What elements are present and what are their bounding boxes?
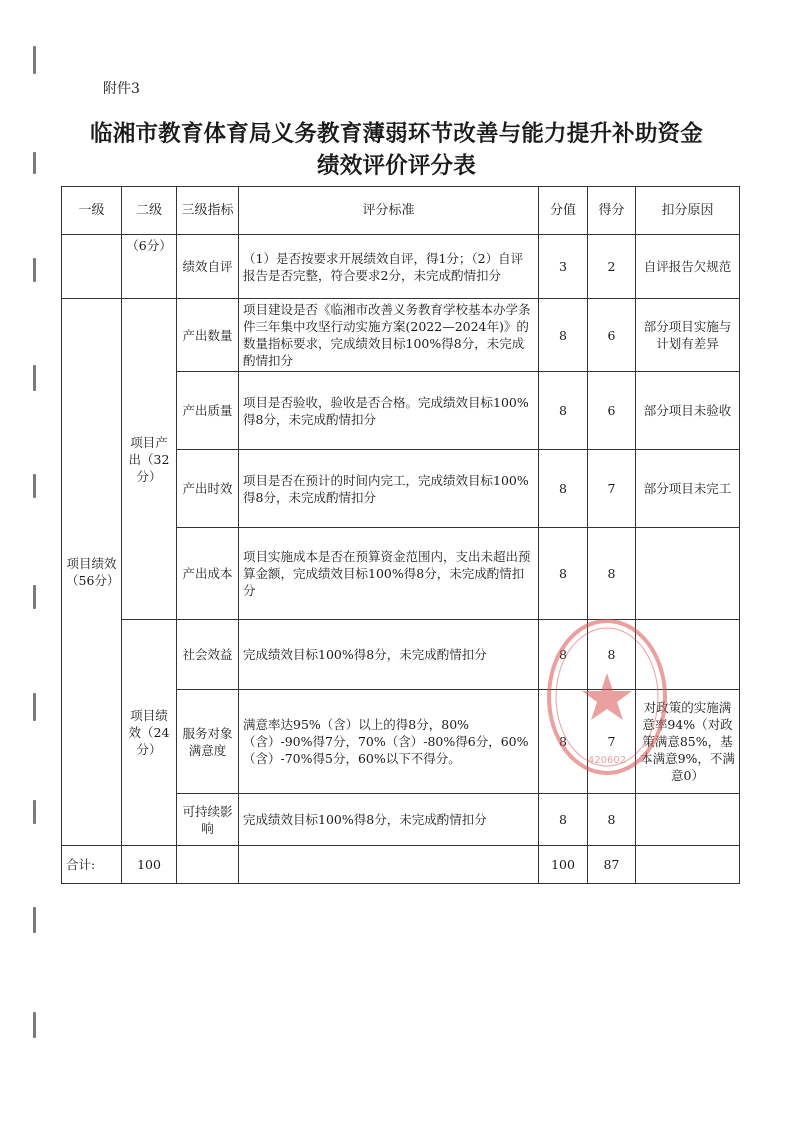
binder-mark <box>33 474 36 498</box>
table-header-row <box>62 187 740 235</box>
total-label: 合计: <box>62 846 122 884</box>
score-cell: 7 <box>588 690 636 794</box>
binder-mark <box>33 365 36 391</box>
level3-cell: 产出时效 <box>177 450 239 528</box>
empty-cell <box>177 846 239 884</box>
points-cell: 8 <box>539 620 588 690</box>
level3-cell: 产出成本 <box>177 528 239 620</box>
binder-mark <box>33 585 36 609</box>
total-score: 87 <box>588 846 636 884</box>
reason-cell <box>636 620 740 690</box>
group-project-effect: 项目绩效（24分） <box>122 620 177 846</box>
level3-cell: 服务对象满意度 <box>177 690 239 794</box>
group-project-output: 项目产出（32分） <box>122 299 177 620</box>
table-row <box>62 299 740 372</box>
table-row <box>62 235 740 299</box>
level3-cell: 产出质量 <box>177 372 239 450</box>
binder-mark <box>33 258 36 282</box>
score-cell: 8 <box>588 528 636 620</box>
table-row <box>62 620 740 690</box>
points-cell: 3 <box>539 235 588 299</box>
header-criteria: 评分标准 <box>239 187 539 235</box>
points-cell: 8 <box>539 450 588 528</box>
level1-cell <box>62 235 122 299</box>
document-title-line1: 临湘市教育体育局义务教育薄弱环节改善与能力提升补助资金 <box>90 121 703 147</box>
header-score: 得分 <box>588 187 636 235</box>
score-table <box>61 186 740 884</box>
empty-cell <box>636 846 740 884</box>
points-cell: 8 <box>539 372 588 450</box>
annex-label: 附件3 <box>103 81 140 97</box>
criteria-cell: 完成绩效目标100%得8分，未完成酌情扣分 <box>239 794 539 846</box>
reason-cell: 部分项目实施与计划有差异 <box>636 299 740 372</box>
reason-cell: 自评报告欠规范 <box>636 235 740 299</box>
score-cell: 8 <box>588 620 636 690</box>
header-level2: 二级 <box>122 187 177 235</box>
criteria-cell: （1）是否按要求开展绩效自评，得1分；（2）自评报告是否完整，符合要求2分，未完成酌情扣分 <box>239 235 539 299</box>
binder-mark <box>33 1012 36 1038</box>
total-points: 100 <box>539 846 588 884</box>
points-cell: 8 <box>539 794 588 846</box>
level3-cell: 产出数量 <box>177 299 239 372</box>
level3-cell: 绩效自评 <box>177 235 239 299</box>
reason-cell: 对政策的实施满意率94%（对政策满意85%，基本满意9%，不满意0） <box>636 690 740 794</box>
binder-mark <box>33 693 36 721</box>
total-value: 100 <box>122 846 177 884</box>
header-level3: 三级指标 <box>177 187 239 235</box>
total-row <box>62 846 740 884</box>
points-cell: 8 <box>539 299 588 372</box>
reason-cell: 部分项目未完工 <box>636 450 740 528</box>
score-cell: 6 <box>588 372 636 450</box>
reason-cell <box>636 794 740 846</box>
level3-cell: 可持续影响 <box>177 794 239 846</box>
criteria-cell: 项目实施成本是否在预算资金范围内，支出未超出预算金额，完成绩效目标100%得8分，未完成酌情扣分 <box>239 528 539 620</box>
criteria-cell: 项目是否在预计的时间内完工，完成绩效目标100%得8分，未完成酌情扣分 <box>239 450 539 528</box>
binder-mark <box>33 46 36 74</box>
score-cell: 7 <box>588 450 636 528</box>
score-cell: 6 <box>588 299 636 372</box>
score-cell: 8 <box>588 794 636 846</box>
points-cell: 8 <box>539 528 588 620</box>
criteria-cell: 完成绩效目标100%得8分，未完成酌情扣分 <box>239 620 539 690</box>
group-project-performance: 项目绩效（56分） <box>62 299 122 846</box>
binder-mark <box>33 800 36 824</box>
empty-cell <box>239 846 539 884</box>
criteria-cell: 项目建设是否《临湘市改善义务教育学校基本办学条件三年集中攻坚行动实施方案(2022—2024年)》的数量指标要求，完成绩效目标100%得8分，未完成酌情扣分 <box>239 299 539 372</box>
points-cell: 8 <box>539 690 588 794</box>
criteria-cell: 项目是否验收，验收是否合格。完成绩效目标100%得8分，未完成酌情扣分 <box>239 372 539 450</box>
header-reason: 扣分原因 <box>636 187 740 235</box>
header-points: 分值 <box>539 187 588 235</box>
level2-cell: （6分） <box>122 235 177 299</box>
reason-cell <box>636 528 740 620</box>
score-cell: 2 <box>588 235 636 299</box>
criteria-cell: 满意率达95%（含）以上的得8分，80%（含）-90%得7分，70%（含）-80%得6分，60%（含）-70%得5分，60%以下不得分。 <box>239 690 539 794</box>
document-title-line2: 绩效评价评分表 <box>317 153 476 179</box>
reason-cell: 部分项目未验收 <box>636 372 740 450</box>
level3-cell: 社会效益 <box>177 620 239 690</box>
seal-code: 420602 <box>587 755 627 766</box>
header-level1: 一级 <box>62 187 122 235</box>
binder-mark <box>33 907 36 933</box>
